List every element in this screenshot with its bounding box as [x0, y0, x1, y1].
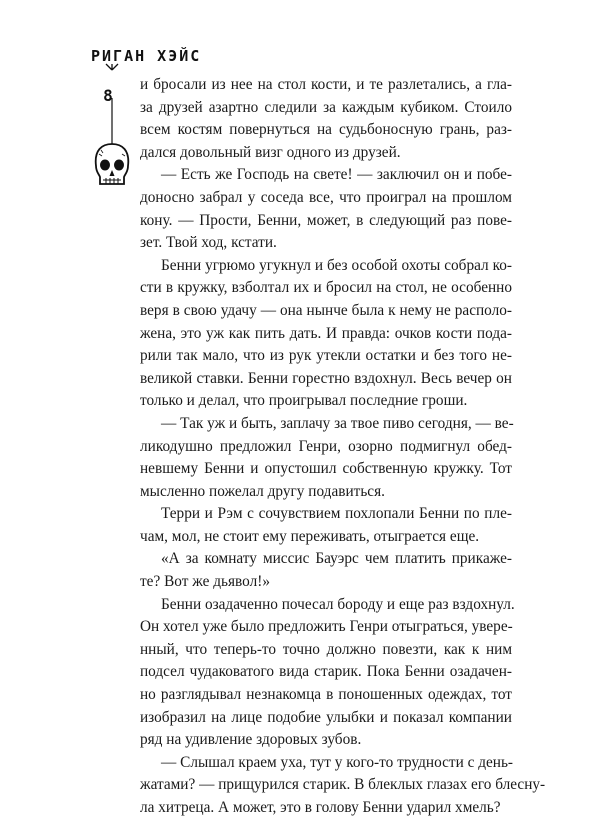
text-line: Бенни озадаченно почесал бороду и еще раз вздохнул.: [161, 595, 515, 613]
text-line: — Слышал краем уха, тут у кого-то трудности с день-: [161, 753, 514, 771]
text-line: веря в свою удачу — она нынче была к нему не располо-: [140, 301, 512, 319]
text-line: Терри и Рэм с сочувствием похлопали Бенни по пле-: [161, 505, 512, 523]
text-line: ряд на удивление здоровых зубов.: [140, 731, 362, 749]
text-line: Бенни угрюмо угукнул и без особой охоты собрал ко-: [161, 256, 512, 274]
text-line: чам, мол, не стоит ему переживать, отыграется еще.: [140, 527, 480, 545]
text-line: нный, что теперь-то точно должно повезти, как к ним: [140, 640, 512, 658]
text-line: жатами? — прищурился старик. В блеклых глазах его блесну-: [140, 776, 546, 794]
text-line: зет. Твой ход, кстати.: [140, 234, 277, 252]
text-line: великой ставки. Бенни горестно вздохнул. Весь вечер он: [140, 369, 512, 387]
text-line: только и делал, что проигрывал последние гроши.: [140, 392, 468, 410]
page-number: 8: [103, 86, 113, 105]
text-line: Он хотел уже было предложить Генри отыграться, увере-: [140, 618, 513, 636]
running-header-author: РИГАН ХЭЙС: [91, 47, 202, 65]
text-line: всем костям повернуться на судьбоносную грань, раз-: [140, 121, 512, 139]
text-line: ла хитреца. А может, это в голову Бенни ударил хмель?: [140, 799, 501, 816]
text-line: дался довольный визг одного из друзей.: [140, 143, 401, 161]
text-line: жена, это уж как пить дать. И правда: очков кости пода-: [140, 324, 512, 342]
text-line: невшему Бенни и опустошил собственную кружку. Тот: [140, 460, 512, 478]
text-line: рили так мало, что из рук утекли остатки и без того не-: [140, 347, 512, 365]
text-line: и бросали из нее на стол кости, и те разлетались, а гла-: [140, 76, 512, 93]
text-line: подсел чудаковатого вида старик. Пока Бенни озадачен-: [140, 663, 512, 681]
text-line: «А за комнату миссис Бауэрс чем платить прикаже-: [161, 550, 512, 568]
text-line: кону. — Прости, Бенни, может, в следующий раз пове-: [140, 211, 512, 229]
text-line: — Есть же Господь на свете! — заключил он и побе-: [161, 166, 512, 184]
text-line: доносно забрал у соседа все, что проиграл на прошлом: [140, 188, 512, 206]
text-line: за друзей азартно следили за каждым кубиком. Стоило: [140, 98, 512, 116]
text-line: изобразил на лице подобие улыбки и показал компании: [140, 708, 512, 726]
text-line: мысленно пожелал другу подавиться.: [140, 482, 385, 500]
text-line: те? Вот же дьявол!»: [140, 573, 270, 591]
text-line: — Так уж и быть, заплачу за твое пиво сегодня, — ве-: [161, 414, 514, 432]
text-line: ликодушно предложил Генри, озорно подмигнул обед-: [140, 437, 512, 455]
body-text: [140, 74, 546, 820]
text-line: но разглядывал незнакомца в поношенных одеждах, тот: [140, 686, 512, 704]
text-line: сти в кружку, взболтал их и бросил на стол, не особенно: [140, 279, 512, 297]
